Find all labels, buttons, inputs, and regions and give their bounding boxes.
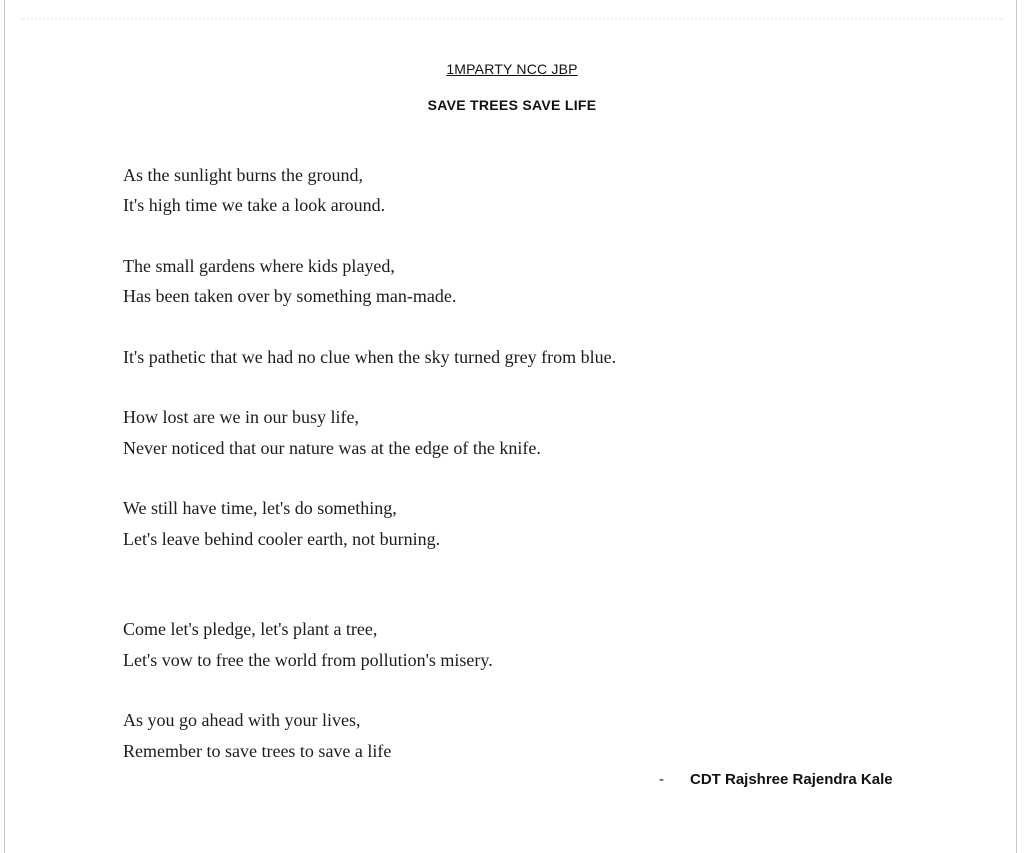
stanza [123, 614, 923, 675]
stanza [123, 160, 923, 221]
author-name: CDT Rajshree Rajendra Kale [690, 771, 893, 788]
poem-line: The small gardens where kids played, [123, 255, 395, 276]
poem-line: Let's vow to free the world from pollution's misery. [123, 649, 493, 670]
poem-line: Never noticed that our nature was at the edge of the knife. [123, 437, 541, 458]
page-top-divider [20, 18, 1004, 20]
poem-line: Come let's pledge, let's plant a tree, [123, 619, 378, 640]
author-signature [659, 771, 893, 788]
poem-line: How lost are we in our busy life, [123, 407, 359, 428]
poem-body [123, 160, 923, 766]
stanza [123, 342, 923, 372]
poem-title: SAVE TREES SAVE LIFE [427, 97, 597, 113]
page-right-edge [1016, 0, 1017, 853]
unit-heading: 1MPARTY NCC JBP [446, 61, 578, 77]
stanza [123, 705, 923, 766]
poem-line: Remember to save trees to save a life [123, 740, 392, 761]
signature-dash: - [659, 771, 664, 788]
poem-line: It's pathetic that we had no clue when the sky turned grey from blue. [123, 346, 617, 367]
stanza [123, 402, 923, 463]
stanza [123, 251, 923, 312]
poem-line: As you go ahead with your lives, [123, 710, 361, 731]
stanza [123, 493, 923, 554]
poem-line: As the sunlight burns the ground, [123, 165, 363, 185]
page-left-edge [4, 0, 5, 853]
poem-line: Has been taken over by something man-made. [123, 286, 457, 307]
poem-line: Let's leave behind cooler earth, not burning. [123, 528, 441, 549]
poem-line: We still have time, let's do something, [123, 498, 397, 519]
poem-line: It's high time we take a look around. [123, 195, 386, 216]
